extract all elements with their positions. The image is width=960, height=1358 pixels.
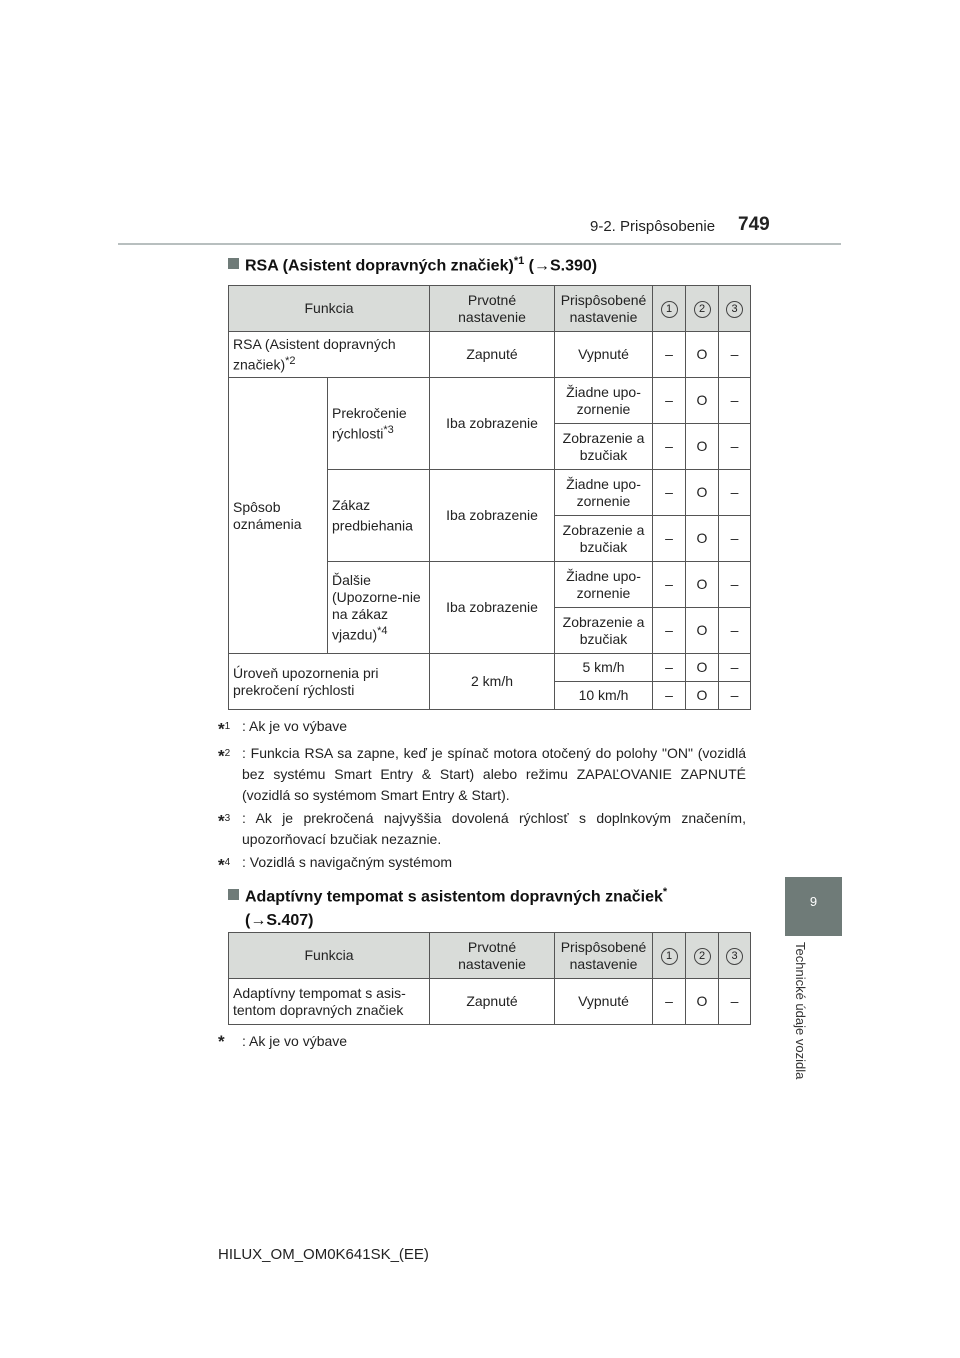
circled-number-icon: 1 bbox=[661, 948, 678, 965]
mark-cell-3: – bbox=[719, 424, 751, 470]
custom-cell: 10 km/h bbox=[555, 682, 653, 710]
initial-cell: 2 km/h bbox=[430, 654, 555, 710]
table-header-row bbox=[229, 286, 751, 332]
mark-cell-2: O bbox=[686, 332, 719, 378]
column-header-custom: Prispôsobené nastavenie bbox=[555, 286, 653, 332]
custom-cell: Zobrazenie a bzučiak bbox=[555, 516, 653, 562]
section-heading-text: Adaptívny tempomat s asistentom dopravných značiek bbox=[245, 888, 663, 906]
custom-cell: Žiadne upo-zornenie bbox=[555, 470, 653, 516]
section-label: 9-2. Prispôsobenie bbox=[590, 218, 716, 235]
mark-cell-3: – bbox=[719, 979, 751, 1025]
column-header-custom: Prispôsobené nastavenie bbox=[555, 933, 653, 979]
function-cell: RSA (Asistent dopravných značiek)$^{*2}$ bbox=[229, 332, 430, 378]
column-header-initial: Prvotné nastavenie bbox=[430, 286, 555, 332]
page-number: 749 bbox=[738, 214, 770, 235]
circled-number-icon: 3 bbox=[726, 301, 743, 318]
mark-cell-2: O bbox=[686, 979, 719, 1025]
initial-cell: Iba zobrazenie bbox=[430, 562, 555, 654]
column-header-1 bbox=[653, 933, 686, 979]
column-header-initial: Prvotné nastavenie bbox=[430, 933, 555, 979]
circled-number-icon: 3 bbox=[726, 948, 743, 965]
column-header-2 bbox=[686, 933, 719, 979]
table-header-row bbox=[229, 933, 751, 979]
column-header-3 bbox=[719, 933, 751, 979]
mark-cell-2: O bbox=[686, 608, 719, 654]
mark-cell-1: – bbox=[653, 470, 686, 516]
mark-cell-2: O bbox=[686, 378, 719, 424]
footnote-mark: * bbox=[662, 886, 668, 898]
footnote: *$^2$ : Funkcia RSA sa zapne, keď je spínač motora otočený do polohy "ON" (vozidlá bez systému Smart Entry & Start) alebo režimu ZAPAĽOVANIE ZAPNUTÉ (vozidlá so systémom Smart Entry & Start). bbox=[218, 745, 746, 803]
column-header-1 bbox=[653, 286, 686, 332]
mark-cell-1: – bbox=[653, 608, 686, 654]
document-code: HILUX_OM_OM0K641SK_(EE) bbox=[218, 1246, 429, 1263]
square-bullet-icon bbox=[228, 258, 239, 269]
custom-cell: Zobrazenie a bzučiak bbox=[555, 424, 653, 470]
function-cell: Adaptívny tempomat s asis-tentom dopravných značiek bbox=[229, 979, 430, 1025]
chapter-tab: 9 bbox=[785, 877, 842, 936]
mark-cell-1: – bbox=[653, 378, 686, 424]
page-reference: (→S.407) bbox=[245, 912, 314, 930]
circled-number-icon: 1 bbox=[661, 301, 678, 318]
custom-cell: Žiadne upo-zornenie bbox=[555, 378, 653, 424]
mark-cell-3: – bbox=[719, 470, 751, 516]
page-reference: (→S.390) bbox=[524, 257, 598, 275]
acc-settings-table bbox=[228, 932, 751, 1025]
section-heading-acc bbox=[228, 880, 667, 933]
footnote: * : Ak je vo výbave bbox=[218, 1032, 348, 1051]
method-label-cell: Spôsob oznámenia bbox=[229, 378, 328, 654]
table-row bbox=[229, 979, 751, 1025]
footnote: *$^1$ : Ak je vo výbave bbox=[218, 718, 348, 739]
mark-cell-2: O bbox=[686, 424, 719, 470]
custom-cell: Vypnuté bbox=[555, 979, 653, 1025]
section-heading-rsa bbox=[228, 255, 597, 275]
group-name-cell: Prekročenie rýchlosti$^{*3}$ bbox=[328, 378, 430, 470]
chapter-label: Technické údaje vozidla bbox=[793, 942, 808, 1080]
mark-cell-3: – bbox=[719, 654, 751, 682]
column-header-function: Funkcia bbox=[229, 933, 430, 979]
mark-cell-3: – bbox=[719, 608, 751, 654]
initial-cell: Zapnuté bbox=[430, 332, 555, 378]
footnote-mark: *1 bbox=[513, 255, 525, 267]
mark-cell-1: – bbox=[653, 979, 686, 1025]
column-header-2 bbox=[686, 286, 719, 332]
mark-cell-1: – bbox=[653, 682, 686, 710]
table-row bbox=[229, 654, 751, 682]
circled-number-icon: 2 bbox=[694, 948, 711, 965]
custom-cell: Žiadne upo-zornenie bbox=[555, 562, 653, 608]
group-name-cell: Ďalšie (Upozorne-nie na zákaz vjazdu)$^{*4}$ bbox=[328, 562, 430, 654]
header-divider bbox=[118, 243, 841, 245]
footnote: *$^4$ : Vozidlá s navigačným systémom bbox=[218, 854, 453, 875]
mark-cell-1: – bbox=[653, 332, 686, 378]
custom-cell: 5 km/h bbox=[555, 654, 653, 682]
mark-cell-2: O bbox=[686, 516, 719, 562]
custom-cell: Zobrazenie a bzučiak bbox=[555, 608, 653, 654]
mark-cell-3: – bbox=[719, 516, 751, 562]
mark-cell-2: O bbox=[686, 470, 719, 516]
mark-cell-3: – bbox=[719, 332, 751, 378]
mark-cell-1: – bbox=[653, 562, 686, 608]
mark-cell-3: – bbox=[719, 378, 751, 424]
mark-cell-1: – bbox=[653, 516, 686, 562]
circled-number-icon: 2 bbox=[694, 301, 711, 318]
rsa-settings-table bbox=[228, 285, 751, 710]
mark-cell-2: O bbox=[686, 654, 719, 682]
mark-cell-3: – bbox=[719, 562, 751, 608]
initial-cell: Iba zobrazenie bbox=[430, 378, 555, 470]
function-cell: Úroveň upozornenia pri prekročení rýchlosti bbox=[229, 654, 430, 710]
square-bullet-icon bbox=[228, 889, 239, 900]
initial-cell: Zapnuté bbox=[430, 979, 555, 1025]
mark-cell-2: O bbox=[686, 682, 719, 710]
custom-cell: Vypnuté bbox=[555, 332, 653, 378]
mark-cell-3: – bbox=[719, 682, 751, 710]
mark-cell-2: O bbox=[686, 562, 719, 608]
mark-cell-1: – bbox=[653, 424, 686, 470]
mark-cell-1: – bbox=[653, 654, 686, 682]
column-header-3 bbox=[719, 286, 751, 332]
footnote: *$^3$ : Ak je prekročená najvyššia dovolená rýchlosť s doplnkovým značením, upozorňovací bzučiak nezaznie. bbox=[218, 810, 746, 847]
table-row bbox=[229, 378, 751, 424]
section-heading-text: RSA (Asistent dopravných značiek) bbox=[245, 257, 514, 275]
initial-cell: Iba zobrazenie bbox=[430, 470, 555, 562]
group-name-cell: Zákaz predbiehania bbox=[328, 470, 430, 562]
table-row bbox=[229, 332, 751, 378]
column-header-function: Funkcia bbox=[229, 286, 430, 332]
